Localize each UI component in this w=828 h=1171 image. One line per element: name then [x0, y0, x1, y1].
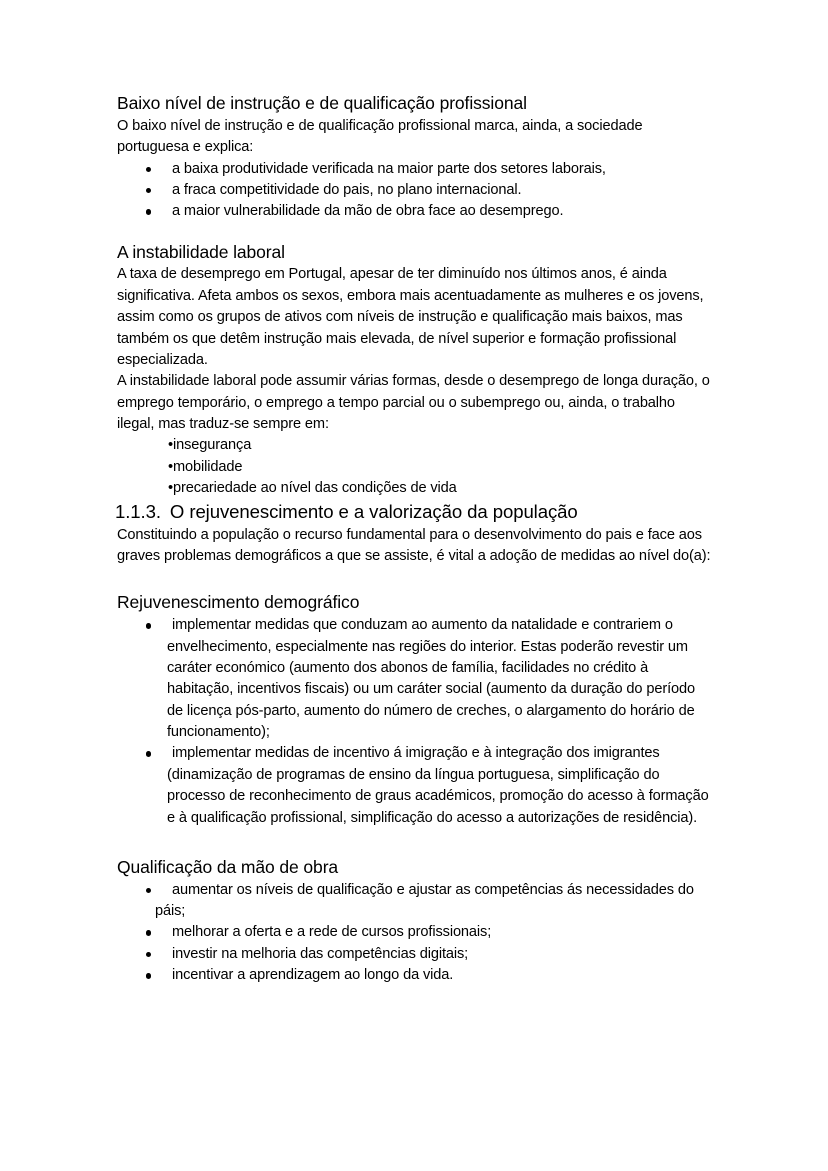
list-rejuvenescimento-demografico — [117, 615, 714, 829]
list-item-text: a maior vulnerabilidade da mão de obra face ao desemprego. — [172, 203, 564, 220]
paragraph-baixo-nivel: O baixo nível de instrução e de qualificação profissional marca, ainda, a sociedade portuguesa e explica: — [117, 117, 643, 156]
heading-number-text: O rejuvenescimento e a valorização da população — [169, 500, 578, 522]
list-item-text: insegurança — [173, 437, 252, 454]
paragraph-instabilidade-1: A taxa de desemprego em Portugal, apesar de ter diminuído nos últimos anos, é ainda significativa. Afeta ambos os sexos, embora mais acentuadamente as mulheres e os jovens, assim como os grupos de ativos com níveis de instrução e qualificação mais baixos, mas também os que detêm instrução mais elevada, de nível superior e formação profissional especializada. — [117, 266, 704, 368]
heading-rejuvenescimento-demografico: Rejuvenescimento demográfico — [117, 592, 360, 613]
heading-instabilidade-laboral: A instabilidade laboral — [117, 241, 285, 262]
list-item-text: precariedade ao nível das condições de vida — [173, 480, 457, 497]
list-item: melhorar a oferta e a rede de cursos profissionais; — [117, 922, 714, 943]
list-item — [117, 159, 714, 180]
list-item — [117, 201, 714, 222]
list-item — [117, 180, 714, 201]
list-item: investir na melhoria das competências digitais; — [117, 944, 714, 965]
list-instabilidade-formas — [117, 435, 714, 499]
heading-baixo-nivel: Baixo nível de instrução e de qualificação profissional — [117, 93, 527, 113]
heading-numbered-rejuvenescimento — [115, 500, 714, 524]
list-item: implementar medidas que conduzam ao aumento da natalidade e contrariem o envelhecimento, especialmente nas regiões do interior. Estas poderão revestir um caráter económico (aumento dos abonos de família, facilidades no crédito à habitação, incentivos fiscais) ou um caráter social (aumento da duração do período de licença pós-parto, aumento do número de creches, o alargamento do horário de funcionamento); — [117, 615, 714, 743]
list-item: aumentar os níveis de qualificação e ajustar as competências ás necessidades do páis; — [117, 880, 714, 923]
spacer — [117, 829, 714, 856]
list-qualificacao — [117, 880, 714, 987]
paragraph-instabilidade-2: A instabilidade laboral pode assumir várias formas, desde o desemprego de longa duração, o emprego temporário, o emprego a tempo parcial ou o subemprego ou, ainda, o trabalho ilegal, mas traduz-se sempre em: — [117, 373, 710, 432]
list-item-text: a fraca competitividade do pais, no plano internacional. — [172, 181, 522, 198]
list-item — [168, 435, 714, 456]
list-item: implementar medidas de incentivo á imigração e à integração dos imigrantes (dinamização de programas de ensino da língua portuguesa, simplificação do processo de reconhecimento de graus académicos, promoção do acesso à formação e à qualificação profissional, simplificação do acesso a autorizações de residência). — [117, 743, 714, 829]
list-item-text: mobilidade — [173, 458, 243, 475]
bullet-dot-icon: • — [168, 458, 173, 475]
list-item: incentivar a aprendizagem ao longo da vida. — [117, 965, 714, 986]
spacer — [117, 567, 714, 591]
document-body — [117, 92, 714, 987]
paragraph-rejuvenescimento-intro: Constituindo a população o recurso fundamental para o desenvolvimento do pais e face aos graves problemas demográficos a que se assiste, é vital a adoção de medidas ao nível do(a): — [117, 526, 711, 565]
bullet-dot-icon: • — [168, 480, 173, 497]
spacer — [117, 223, 714, 241]
bullet-dot-icon: • — [168, 437, 173, 454]
heading-qualificacao-mao-de-obra: Qualificação da mão de obra — [117, 856, 339, 877]
list-item — [168, 478, 714, 499]
heading-number: 1.1.3. — [115, 500, 161, 522]
list-item-text: a baixa produtividade verificada na maior parte dos setores laborais, — [172, 160, 606, 177]
list-baixo-nivel — [117, 159, 714, 223]
list-item — [168, 457, 714, 478]
